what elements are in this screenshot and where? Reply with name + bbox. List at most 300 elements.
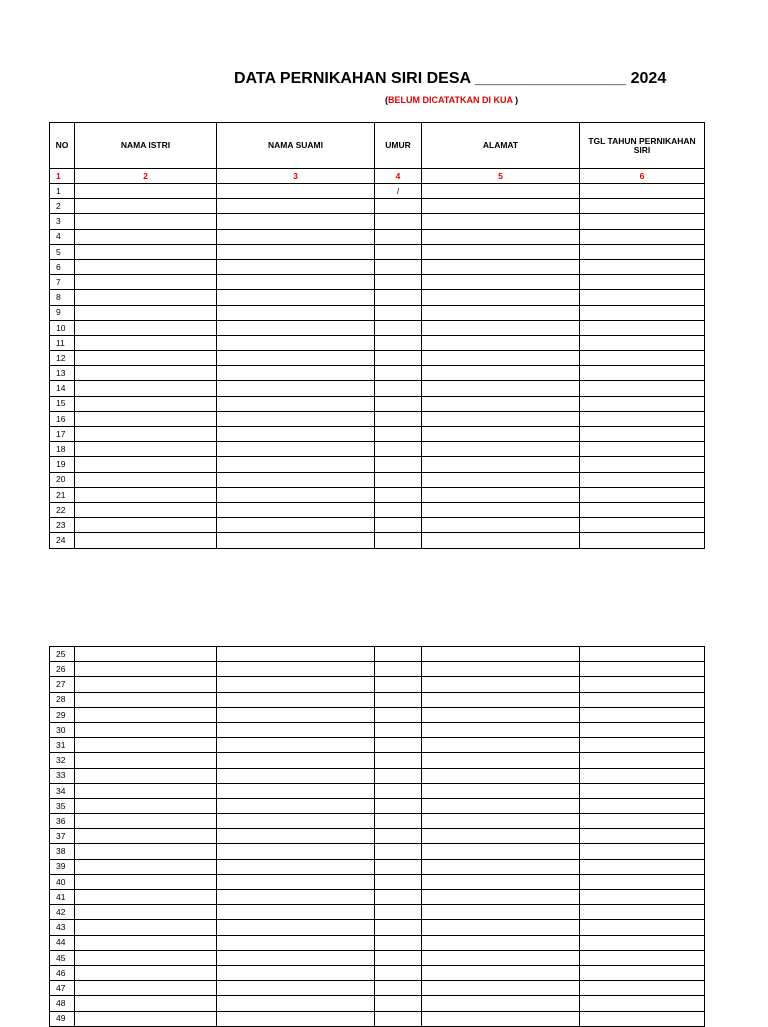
nama-suami-cell[interactable] — [217, 427, 375, 442]
nama-istri-cell[interactable] — [75, 814, 217, 829]
nama-suami-cell[interactable] — [217, 844, 375, 859]
umur-cell[interactable] — [375, 981, 422, 996]
alamat-cell[interactable] — [422, 381, 580, 396]
nama-suami-cell[interactable] — [217, 351, 375, 366]
umur-cell[interactable] — [375, 244, 422, 259]
umur-cell[interactable] — [375, 662, 422, 677]
row-number-cell: 18 — [50, 442, 75, 457]
row-number-cell: 39 — [50, 859, 75, 874]
tgl-pernikahan-cell[interactable] — [580, 381, 705, 396]
alamat-cell[interactable] — [422, 199, 580, 214]
umur-cell[interactable] — [375, 647, 422, 662]
umur-cell[interactable] — [375, 707, 422, 722]
table-row — [50, 335, 705, 350]
alamat-cell[interactable] — [422, 950, 580, 965]
alamat-cell[interactable] — [422, 457, 580, 472]
umur-cell[interactable] — [375, 320, 422, 335]
tgl-pernikahan-cell[interactable] — [580, 692, 705, 707]
alamat-cell[interactable] — [422, 753, 580, 768]
alamat-cell[interactable] — [422, 396, 580, 411]
column-number-2: 2 — [75, 169, 217, 184]
column-number-row — [50, 169, 705, 184]
marriage-data-table-continued — [49, 646, 705, 1027]
nama-istri-cell[interactable] — [75, 427, 217, 442]
row-number-cell: 7 — [50, 275, 75, 290]
tgl-pernikahan-cell[interactable] — [580, 981, 705, 996]
umur-cell[interactable] — [375, 950, 422, 965]
alamat-cell[interactable] — [422, 859, 580, 874]
alamat-cell[interactable] — [422, 844, 580, 859]
umur-cell[interactable] — [375, 935, 422, 950]
row-number-cell: 13 — [50, 366, 75, 381]
nama-suami-cell[interactable] — [217, 244, 375, 259]
tgl-pernikahan-cell[interactable] — [580, 662, 705, 677]
alamat-cell[interactable] — [422, 996, 580, 1011]
umur-cell[interactable]: / — [375, 184, 422, 199]
nama-istri-cell[interactable] — [75, 199, 217, 214]
umur-cell[interactable] — [375, 890, 422, 905]
umur-cell[interactable] — [375, 214, 422, 229]
alamat-cell[interactable] — [422, 935, 580, 950]
nama-istri-cell[interactable] — [75, 874, 217, 889]
tgl-pernikahan-cell[interactable] — [580, 677, 705, 692]
tgl-pernikahan-cell[interactable] — [580, 738, 705, 753]
subtitle-open-paren: ( — [385, 95, 388, 105]
alamat-cell[interactable] — [422, 366, 580, 381]
nama-istri-cell[interactable] — [75, 722, 217, 737]
nama-istri-cell[interactable] — [75, 890, 217, 905]
table-row — [50, 396, 705, 411]
nama-istri-cell[interactable] — [75, 768, 217, 783]
umur-cell[interactable] — [375, 396, 422, 411]
alamat-cell[interactable] — [422, 487, 580, 502]
alamat-cell[interactable] — [422, 981, 580, 996]
subtitle-text: BELUM DICATATKAN DI KUA — [388, 95, 513, 105]
umur-cell[interactable] — [375, 965, 422, 980]
nama-istri-cell[interactable] — [75, 518, 217, 533]
umur-cell[interactable] — [375, 487, 422, 502]
alamat-cell[interactable] — [422, 472, 580, 487]
nama-istri-cell[interactable] — [75, 738, 217, 753]
row-number-cell: 22 — [50, 502, 75, 517]
tgl-pernikahan-cell[interactable] — [580, 472, 705, 487]
nama-suami-cell[interactable] — [217, 950, 375, 965]
row-number-cell: 44 — [50, 935, 75, 950]
nama-istri-cell[interactable] — [75, 184, 217, 199]
table-row — [50, 290, 705, 305]
nama-istri-cell[interactable] — [75, 351, 217, 366]
alamat-cell[interactable] — [422, 905, 580, 920]
nama-istri-cell[interactable] — [75, 305, 217, 320]
alamat-cell[interactable] — [422, 814, 580, 829]
umur-cell[interactable] — [375, 905, 422, 920]
nama-suami-cell[interactable] — [217, 996, 375, 1011]
nama-istri-cell[interactable] — [75, 798, 217, 813]
row-number-cell: 47 — [50, 981, 75, 996]
nama-suami-cell[interactable] — [217, 981, 375, 996]
alamat-cell[interactable] — [422, 783, 580, 798]
umur-cell[interactable] — [375, 457, 422, 472]
alamat-cell[interactable] — [422, 184, 580, 199]
nama-istri-cell[interactable] — [75, 829, 217, 844]
umur-cell[interactable] — [375, 259, 422, 274]
tgl-pernikahan-cell[interactable] — [580, 259, 705, 274]
nama-suami-cell[interactable] — [217, 275, 375, 290]
table-row — [50, 677, 705, 692]
tgl-pernikahan-cell[interactable] — [580, 442, 705, 457]
alamat-cell[interactable] — [422, 502, 580, 517]
umur-cell[interactable] — [375, 290, 422, 305]
nama-suami-cell[interactable] — [217, 920, 375, 935]
nama-istri-cell[interactable] — [75, 214, 217, 229]
alamat-cell[interactable] — [422, 965, 580, 980]
alamat-cell[interactable] — [422, 920, 580, 935]
nama-suami-cell[interactable] — [217, 381, 375, 396]
umur-cell[interactable] — [375, 275, 422, 290]
alamat-cell[interactable] — [422, 335, 580, 350]
tgl-pernikahan-cell[interactable] — [580, 722, 705, 737]
nama-istri-cell[interactable] — [75, 859, 217, 874]
tgl-pernikahan-cell[interactable] — [580, 647, 705, 662]
nama-suami-cell[interactable] — [217, 305, 375, 320]
alamat-cell[interactable] — [422, 320, 580, 335]
nama-istri-cell[interactable] — [75, 320, 217, 335]
umur-cell[interactable] — [375, 829, 422, 844]
tgl-pernikahan-cell[interactable] — [580, 305, 705, 320]
nama-istri-cell[interactable] — [75, 472, 217, 487]
nama-suami-cell[interactable] — [217, 707, 375, 722]
umur-cell[interactable] — [375, 335, 422, 350]
row-number-cell: 46 — [50, 965, 75, 980]
row-number-cell: 48 — [50, 996, 75, 1011]
nama-suami-cell[interactable] — [217, 199, 375, 214]
table-row — [50, 996, 705, 1011]
row-number-cell: 33 — [50, 768, 75, 783]
row-number-cell: 31 — [50, 738, 75, 753]
alamat-cell[interactable] — [422, 692, 580, 707]
nama-suami-cell[interactable] — [217, 259, 375, 274]
table-row — [50, 184, 705, 199]
nama-suami-cell[interactable] — [217, 935, 375, 950]
nama-suami-cell[interactable] — [217, 783, 375, 798]
alamat-cell[interactable] — [422, 259, 580, 274]
header-umur: UMUR — [375, 123, 422, 169]
nama-istri-cell[interactable] — [75, 275, 217, 290]
nama-istri-cell[interactable] — [75, 996, 217, 1011]
umur-cell[interactable] — [375, 427, 422, 442]
tgl-pernikahan-cell[interactable] — [580, 814, 705, 829]
header-alamat: ALAMAT — [422, 123, 580, 169]
umur-cell[interactable] — [375, 814, 422, 829]
umur-cell[interactable] — [375, 472, 422, 487]
tgl-pernikahan-cell[interactable] — [580, 920, 705, 935]
nama-istri-cell[interactable] — [75, 950, 217, 965]
row-number-cell: 3 — [50, 214, 75, 229]
nama-istri-cell[interactable] — [75, 692, 217, 707]
nama-istri-cell[interactable] — [75, 259, 217, 274]
alamat-cell[interactable] — [422, 244, 580, 259]
umur-cell[interactable] — [375, 229, 422, 244]
nama-istri-cell[interactable] — [75, 244, 217, 259]
alamat-cell[interactable] — [422, 275, 580, 290]
umur-cell[interactable] — [375, 722, 422, 737]
nama-suami-cell[interactable] — [217, 290, 375, 305]
nama-suami-cell[interactable] — [217, 874, 375, 889]
nama-suami-cell[interactable] — [217, 753, 375, 768]
row-number-cell: 40 — [50, 874, 75, 889]
table-row — [50, 692, 705, 707]
tgl-pernikahan-cell[interactable] — [580, 199, 705, 214]
table-row — [50, 859, 705, 874]
umur-cell[interactable] — [375, 411, 422, 426]
tgl-pernikahan-cell[interactable] — [580, 275, 705, 290]
umur-cell[interactable] — [375, 677, 422, 692]
table-row — [50, 199, 705, 214]
nama-suami-cell[interactable] — [217, 457, 375, 472]
tgl-pernikahan-cell[interactable] — [580, 366, 705, 381]
tgl-pernikahan-cell[interactable] — [580, 707, 705, 722]
nama-suami-cell[interactable] — [217, 214, 375, 229]
tgl-pernikahan-cell[interactable] — [580, 798, 705, 813]
nama-suami-cell[interactable] — [217, 320, 375, 335]
umur-cell[interactable] — [375, 844, 422, 859]
nama-istri-cell[interactable] — [75, 905, 217, 920]
tgl-pernikahan-cell[interactable] — [580, 753, 705, 768]
nama-suami-cell[interactable] — [217, 366, 375, 381]
row-number-cell: 21 — [50, 487, 75, 502]
umur-cell[interactable] — [375, 533, 422, 548]
table-row — [50, 457, 705, 472]
tgl-pernikahan-cell[interactable] — [580, 502, 705, 517]
umur-cell[interactable] — [375, 305, 422, 320]
nama-suami-cell[interactable] — [217, 905, 375, 920]
alamat-cell[interactable] — [422, 798, 580, 813]
alamat-cell[interactable] — [422, 305, 580, 320]
umur-cell[interactable] — [375, 874, 422, 889]
umur-cell[interactable] — [375, 502, 422, 517]
table-row — [50, 829, 705, 844]
alamat-cell[interactable] — [422, 874, 580, 889]
nama-istri-cell[interactable] — [75, 487, 217, 502]
alamat-cell[interactable] — [422, 722, 580, 737]
nama-suami-cell[interactable] — [217, 677, 375, 692]
tgl-pernikahan-cell[interactable] — [580, 768, 705, 783]
tgl-pernikahan-cell[interactable] — [580, 396, 705, 411]
nama-suami-cell[interactable] — [217, 184, 375, 199]
row-number-cell: 30 — [50, 722, 75, 737]
nama-istri-cell[interactable] — [75, 290, 217, 305]
umur-cell[interactable] — [375, 996, 422, 1011]
nama-suami-cell[interactable] — [217, 472, 375, 487]
nama-istri-cell[interactable] — [75, 442, 217, 457]
nama-suami-cell[interactable] — [217, 965, 375, 980]
nama-suami-cell[interactable] — [217, 722, 375, 737]
tgl-pernikahan-cell[interactable] — [580, 859, 705, 874]
umur-cell[interactable] — [375, 920, 422, 935]
alamat-cell[interactable] — [422, 829, 580, 844]
row-number-cell: 16 — [50, 411, 75, 426]
nama-suami-cell[interactable] — [217, 662, 375, 677]
alamat-cell[interactable] — [422, 677, 580, 692]
tgl-pernikahan-cell[interactable] — [580, 783, 705, 798]
tgl-pernikahan-cell[interactable] — [580, 351, 705, 366]
tgl-pernikahan-cell[interactable] — [580, 214, 705, 229]
umur-cell[interactable] — [375, 442, 422, 457]
tgl-pernikahan-cell[interactable] — [580, 487, 705, 502]
nama-istri-cell[interactable] — [75, 411, 217, 426]
umur-cell[interactable] — [375, 768, 422, 783]
umur-cell[interactable] — [375, 366, 422, 381]
nama-istri-cell[interactable] — [75, 502, 217, 517]
tgl-pernikahan-cell[interactable] — [580, 844, 705, 859]
alamat-cell[interactable] — [422, 662, 580, 677]
nama-istri-cell[interactable] — [75, 981, 217, 996]
tgl-pernikahan-cell[interactable] — [580, 335, 705, 350]
row-number-cell: 4 — [50, 229, 75, 244]
nama-suami-cell[interactable] — [217, 518, 375, 533]
nama-istri-cell[interactable] — [75, 647, 217, 662]
tgl-pernikahan-cell[interactable] — [580, 320, 705, 335]
umur-cell[interactable] — [375, 692, 422, 707]
tgl-pernikahan-cell[interactable] — [580, 457, 705, 472]
row-number-cell: 14 — [50, 381, 75, 396]
row-number-cell: 42 — [50, 905, 75, 920]
table-row — [50, 920, 705, 935]
header-nama-istri: NAMA ISTRI — [75, 123, 217, 169]
umur-cell[interactable] — [375, 351, 422, 366]
nama-istri-cell[interactable] — [75, 229, 217, 244]
nama-suami-cell[interactable] — [217, 647, 375, 662]
nama-suami-cell[interactable] — [217, 738, 375, 753]
row-number-cell: 28 — [50, 692, 75, 707]
nama-suami-cell[interactable] — [217, 829, 375, 844]
nama-istri-cell[interactable] — [75, 366, 217, 381]
tgl-pernikahan-cell[interactable] — [580, 533, 705, 548]
alamat-cell[interactable] — [422, 533, 580, 548]
alamat-cell[interactable] — [422, 442, 580, 457]
tgl-pernikahan-cell[interactable] — [580, 184, 705, 199]
nama-suami-cell[interactable] — [217, 798, 375, 813]
alamat-cell[interactable] — [422, 290, 580, 305]
table-row — [50, 411, 705, 426]
table-row — [50, 259, 705, 274]
alamat-cell[interactable] — [422, 351, 580, 366]
nama-istri-cell[interactable] — [75, 662, 217, 677]
tgl-pernikahan-cell[interactable] — [580, 829, 705, 844]
nama-suami-cell[interactable] — [217, 890, 375, 905]
document-title: DATA PERNIKAHAN SIRI DESA _________________ 2024 — [234, 70, 667, 87]
nama-istri-cell[interactable] — [75, 533, 217, 548]
table-row — [50, 874, 705, 889]
table-row — [50, 722, 705, 737]
alamat-cell[interactable] — [422, 890, 580, 905]
umur-cell[interactable] — [375, 738, 422, 753]
row-number-cell: 15 — [50, 396, 75, 411]
nama-istri-cell[interactable] — [75, 965, 217, 980]
nama-istri-cell[interactable] — [75, 381, 217, 396]
nama-istri-cell[interactable] — [75, 783, 217, 798]
umur-cell[interactable] — [375, 798, 422, 813]
umur-cell[interactable] — [375, 381, 422, 396]
table-row — [50, 472, 705, 487]
nama-suami-cell[interactable] — [217, 502, 375, 517]
umur-cell[interactable] — [375, 518, 422, 533]
nama-istri-cell[interactable] — [75, 753, 217, 768]
nama-suami-cell[interactable] — [217, 396, 375, 411]
tgl-pernikahan-cell[interactable] — [580, 411, 705, 426]
nama-suami-cell[interactable] — [217, 859, 375, 874]
alamat-cell[interactable] — [422, 768, 580, 783]
nama-suami-cell[interactable] — [217, 533, 375, 548]
umur-cell[interactable] — [375, 199, 422, 214]
nama-suami-cell[interactable] — [217, 335, 375, 350]
nama-istri-cell[interactable] — [75, 677, 217, 692]
table-row — [50, 518, 705, 533]
nama-suami-cell[interactable] — [217, 442, 375, 457]
table-row — [50, 533, 705, 548]
umur-cell[interactable] — [375, 753, 422, 768]
table-row — [50, 244, 705, 259]
row-number-cell: 32 — [50, 753, 75, 768]
nama-istri-cell[interactable] — [75, 920, 217, 935]
row-number-cell: 36 — [50, 814, 75, 829]
tgl-pernikahan-cell[interactable] — [580, 890, 705, 905]
tgl-pernikahan-cell[interactable] — [580, 229, 705, 244]
table-row — [50, 768, 705, 783]
nama-suami-cell[interactable] — [217, 411, 375, 426]
table-row — [50, 381, 705, 396]
nama-istri-cell[interactable] — [75, 335, 217, 350]
alamat-cell[interactable] — [422, 427, 580, 442]
nama-suami-cell[interactable] — [217, 229, 375, 244]
umur-cell[interactable] — [375, 783, 422, 798]
tgl-pernikahan-cell[interactable] — [580, 427, 705, 442]
nama-suami-cell[interactable] — [217, 814, 375, 829]
row-number-cell: 19 — [50, 457, 75, 472]
alamat-cell[interactable] — [422, 229, 580, 244]
tgl-pernikahan-cell[interactable] — [580, 905, 705, 920]
nama-istri-cell[interactable] — [75, 935, 217, 950]
table-row — [50, 275, 705, 290]
row-number-cell: 24 — [50, 533, 75, 548]
table-row — [50, 798, 705, 813]
tgl-pernikahan-cell[interactable] — [580, 290, 705, 305]
tgl-pernikahan-cell[interactable] — [580, 950, 705, 965]
alamat-cell[interactable] — [422, 738, 580, 753]
nama-istri-cell[interactable] — [75, 396, 217, 411]
alamat-cell[interactable] — [422, 647, 580, 662]
nama-suami-cell[interactable] — [217, 692, 375, 707]
umur-cell[interactable] — [375, 859, 422, 874]
alamat-cell[interactable] — [422, 214, 580, 229]
document-subtitle — [385, 95, 518, 105]
tgl-pernikahan-cell[interactable] — [580, 935, 705, 950]
tgl-pernikahan-cell[interactable] — [580, 874, 705, 889]
alamat-cell[interactable] — [422, 518, 580, 533]
nama-suami-cell[interactable] — [217, 768, 375, 783]
alamat-cell[interactable] — [422, 707, 580, 722]
nama-suami-cell[interactable] — [217, 487, 375, 502]
tgl-pernikahan-cell[interactable] — [580, 244, 705, 259]
table-row — [50, 844, 705, 859]
nama-istri-cell[interactable] — [75, 457, 217, 472]
tgl-pernikahan-cell[interactable] — [580, 965, 705, 980]
tgl-pernikahan-cell[interactable] — [580, 996, 705, 1011]
alamat-cell[interactable] — [422, 411, 580, 426]
tgl-pernikahan-cell[interactable] — [580, 518, 705, 533]
nama-istri-cell[interactable] — [75, 707, 217, 722]
nama-istri-cell[interactable] — [75, 844, 217, 859]
